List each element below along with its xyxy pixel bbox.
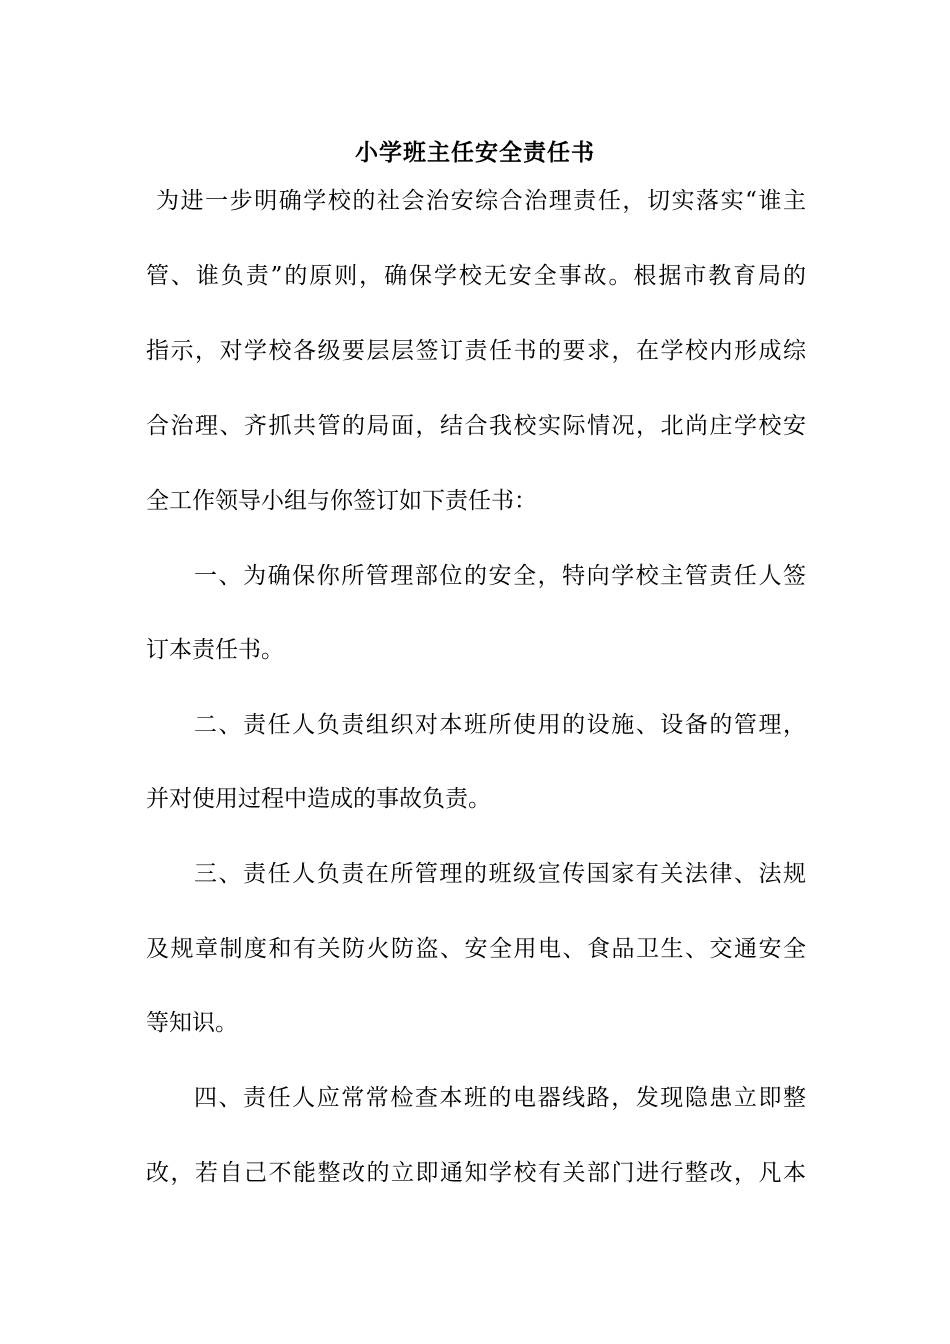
paragraph-line: 为进一步明确学校的社会治安综合治理责任，切实落实“谁主 bbox=[156, 188, 806, 214]
paragraph-line: 二、责任人负责组织对本班所使用的设施、设备的管理， bbox=[194, 712, 806, 738]
paragraph-line: 改，若自己不能整改的立即通知学校有关部门进行整改，凡本 bbox=[146, 1160, 806, 1186]
paragraph-line: 指示，对学校各级要层层签订责任书的要求，在学校内形成综 bbox=[146, 338, 806, 364]
paragraph-line: 一、为确保你所管理部位的安全，特向学校主管责任人签 bbox=[194, 563, 806, 589]
paragraph-line: 管、谁负责”的原则，确保学校无安全事故。根据市教育局的 bbox=[146, 263, 806, 289]
paragraph-line: 订本责任书。 bbox=[146, 637, 284, 663]
paragraph-line: 合治理、齐抓共管的局面，结合我校实际情况，北尚庄学校安 bbox=[146, 413, 806, 439]
paragraph-line: 四、责任人应常常检查本班的电器线路，发现隐患立即整 bbox=[194, 1085, 806, 1111]
document-title: 小学班主任安全责任书 bbox=[355, 139, 595, 166]
paragraph-line: 全工作领导小组与你签订如下责任书： bbox=[146, 488, 537, 514]
paragraph-line: 等知识。 bbox=[146, 1010, 238, 1036]
paragraph-line: 并对使用过程中造成的事故负责。 bbox=[146, 786, 491, 812]
paragraph-line: 三、责任人负责在所管理的班级宣传国家有关法律、法规 bbox=[194, 861, 806, 887]
paragraph-line: 及规章制度和有关防火防盗、安全用电、食品卫生、交通安全 bbox=[146, 936, 806, 962]
